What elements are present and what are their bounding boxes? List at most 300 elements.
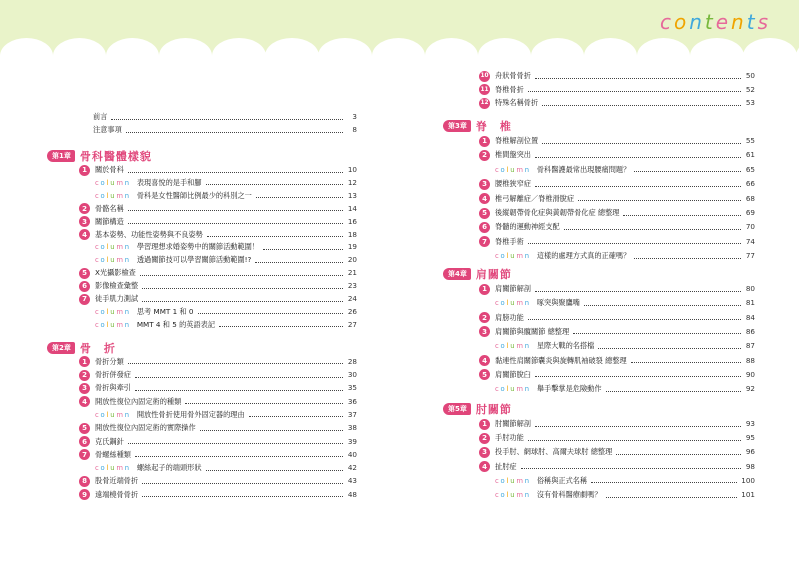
- column-label-letter: u: [510, 476, 517, 485]
- dot-leader: [591, 482, 737, 483]
- dot-leader: [542, 143, 741, 144]
- toc-entry[interactable]: [79, 229, 357, 241]
- dot-leader: [200, 430, 343, 431]
- toc-entry[interactable]: [79, 267, 357, 279]
- scallop-shape: [318, 38, 371, 74]
- page-number: 14: [347, 203, 357, 213]
- column-label-letter: n: [124, 464, 131, 473]
- dot-leader: [135, 390, 343, 391]
- entry-title: 脊椎解剖位置: [495, 136, 539, 145]
- chapter-heading[interactable]: [47, 148, 152, 164]
- column-label-letter: m: [116, 178, 125, 187]
- toc-entry[interactable]: [479, 446, 755, 458]
- page-number: 80: [745, 284, 755, 293]
- column-label-letter: m: [516, 252, 525, 261]
- entry-title: 啄突與聚鷹嘴: [536, 298, 580, 308]
- entry-title: 學習理想求婚姿勢中的關節活動範圍！: [136, 242, 260, 252]
- column-label-letter: u: [110, 464, 117, 473]
- column-label: [495, 164, 531, 176]
- toc-entry[interactable]: [95, 409, 357, 421]
- entry-title: 投手肘、網球肘、高爾夫球肘 總整理: [495, 447, 613, 457]
- entry-title: 手肘功能: [495, 433, 524, 443]
- column-label-letter: m: [116, 256, 125, 265]
- column-label-letter: c: [95, 320, 101, 329]
- column-label-letter: m: [516, 491, 525, 499]
- page-number: 27: [347, 319, 357, 329]
- scallop-shape: [212, 38, 265, 74]
- dot-leader: [128, 172, 343, 173]
- toc-entry[interactable]: [495, 164, 755, 176]
- column-label-letter: u: [110, 178, 117, 187]
- toc-entry[interactable]: [79, 164, 357, 176]
- toc-entry[interactable]: [479, 236, 755, 248]
- column-label: [95, 462, 131, 474]
- column-label-letter: c: [95, 307, 101, 316]
- entry-title: 脊椎手術: [495, 236, 524, 246]
- column-label-letter: l: [506, 165, 511, 174]
- column-label-letter: m: [516, 385, 525, 394]
- toc-entry[interactable]: [479, 135, 755, 147]
- entry-title: 思考 MMT 1 和 0: [136, 306, 194, 316]
- toc-entry[interactable]: [79, 422, 357, 434]
- chapter-heading[interactable]: [47, 340, 116, 356]
- column-label-letter: c: [495, 491, 501, 499]
- entry-number-badge: 1: [79, 356, 90, 367]
- column-label-letter: m: [116, 243, 125, 252]
- dot-leader: [135, 456, 343, 457]
- entry-number-badge: 9: [79, 489, 90, 500]
- entry-number-badge: 4: [79, 396, 90, 407]
- column-label-letter: n: [124, 243, 131, 252]
- column-label-letter: n: [124, 256, 131, 265]
- entry-title: 骨骼名稱: [95, 203, 124, 213]
- toc-entry[interactable]: [95, 462, 357, 474]
- toc-entry[interactable]: [479, 221, 755, 233]
- entry-number-badge: 6: [479, 222, 490, 233]
- column-label: [95, 177, 131, 189]
- entry-title: 遠端橈骨骨折: [95, 489, 139, 499]
- entry-title: 後縱韌帶骨化症與黃韌帶骨化症 總整理: [495, 208, 620, 217]
- column-label-letter: o: [100, 464, 107, 473]
- page-number: 8: [352, 125, 357, 134]
- entry-title: 舟狀骨骨折: [495, 71, 531, 80]
- toc-entry[interactable]: [79, 449, 357, 461]
- dot-leader: [564, 229, 741, 230]
- entry-title: 舉手擊掌是危險動作: [536, 384, 602, 394]
- column-label: [495, 383, 531, 395]
- column-label-letter: l: [506, 299, 511, 308]
- chapter-title: 骨科醫體樣貌: [79, 150, 152, 163]
- column-label-letter: u: [510, 491, 517, 499]
- dot-leader: [528, 243, 741, 244]
- toc-entry[interactable]: [479, 84, 755, 96]
- column-label-letter: o: [100, 243, 107, 252]
- column-label-letter: o: [500, 252, 507, 261]
- column-label-letter: c: [495, 299, 501, 308]
- dot-leader: [128, 223, 343, 224]
- page-number: 39: [347, 436, 357, 446]
- toc-entry[interactable]: [79, 203, 357, 215]
- column-label-letter: o: [500, 342, 507, 351]
- entry-title: 肩膀功能: [495, 312, 524, 322]
- column-label-letter: l: [106, 191, 111, 200]
- entry-number-badge: 3: [479, 447, 490, 458]
- dot-leader: [535, 186, 741, 187]
- toc-entry[interactable]: [79, 382, 357, 394]
- contents-title-letter: t: [704, 10, 716, 34]
- column-label-letter: n: [524, 165, 531, 174]
- page-number: 48: [347, 489, 357, 499]
- entry-number-badge: 3: [79, 216, 90, 227]
- chapter-heading[interactable]: [443, 118, 512, 134]
- entry-number-badge: 3: [479, 326, 490, 337]
- toc-entry[interactable]: [495, 297, 755, 309]
- dot-leader: [219, 326, 343, 327]
- toc-entry[interactable]: [479, 178, 755, 190]
- scallop-shape: [0, 38, 53, 74]
- entry-number-badge: 4: [479, 193, 490, 204]
- toc-entry[interactable]: [95, 254, 357, 266]
- page-number: 37: [347, 409, 357, 419]
- toc-entry[interactable]: [479, 149, 755, 161]
- toc-entry[interactable]: [479, 418, 755, 430]
- entry-title: 骨科是女性醫師比例最少的科別之一: [136, 190, 252, 200]
- entry-number-badge: 8: [79, 476, 90, 487]
- entry-title: 開放性復位內固定術的種類: [95, 396, 182, 406]
- dot-leader: [634, 258, 741, 259]
- entry-title: 骨折與牽引: [95, 383, 131, 393]
- page-number: 65: [745, 164, 755, 174]
- entry-title: 骨科醫護最常出現腰痛問題？: [536, 164, 631, 174]
- toc-entry[interactable]: [79, 293, 357, 305]
- scallop-shape: [106, 38, 159, 74]
- column-label-letter: c: [495, 165, 501, 174]
- page-number: 53: [745, 98, 755, 107]
- page-number: 98: [745, 461, 755, 471]
- page-number: 86: [745, 326, 755, 336]
- page-number: 50: [745, 71, 755, 80]
- page-number: 13: [347, 190, 357, 200]
- column-label-letter: n: [124, 320, 131, 329]
- toc-entry[interactable]: [79, 280, 357, 292]
- dot-leader: [584, 305, 741, 306]
- page-number: 42: [347, 463, 357, 473]
- toc-entry[interactable]: [479, 70, 755, 82]
- dot-leader: [598, 348, 741, 349]
- toc-entry[interactable]: [479, 207, 755, 219]
- page-number: 43: [347, 476, 357, 486]
- dot-leader: [111, 119, 343, 120]
- scalloped-border: [0, 38, 799, 74]
- entry-title: 肘關節解剖: [495, 419, 531, 428]
- page-number: 74: [745, 236, 755, 246]
- column-label-letter: m: [516, 299, 525, 308]
- page-number: 38: [347, 423, 357, 433]
- entry-title: 克氏鋼針: [95, 436, 124, 446]
- column-label-letter: u: [110, 256, 117, 265]
- toc-entry[interactable]: [95, 241, 357, 253]
- column-label: [495, 475, 531, 487]
- dot-leader: [198, 313, 344, 314]
- toc-entry[interactable]: [479, 312, 755, 324]
- page-number: 24: [347, 294, 357, 303]
- column-label-letter: c: [95, 256, 101, 265]
- entry-number-badge: 7: [79, 449, 90, 460]
- toc-entry[interactable]: [495, 250, 755, 262]
- entry-title: 螺絲起子的端頭形狀: [136, 463, 202, 473]
- entry-title: 開放性復位內固定術的實際操作: [95, 423, 196, 433]
- column-label-letter: u: [510, 299, 517, 308]
- column-label-letter: m: [116, 464, 125, 473]
- column-label-letter: n: [524, 342, 531, 351]
- entry-title: 這樣的處理方式真的正確嗎？: [536, 251, 631, 261]
- entry-title: 肩關節脫臼: [495, 369, 531, 379]
- dot-leader: [573, 333, 741, 334]
- column-label: [95, 254, 131, 266]
- entry-title: 俗稱與正式名稱: [536, 475, 588, 485]
- toc-entry[interactable]: [495, 383, 755, 395]
- column-label-letter: u: [510, 252, 517, 261]
- dot-leader: [142, 301, 343, 302]
- entry-title: 表現喜悅的是手和腳: [136, 177, 202, 187]
- page-number: 88: [745, 355, 755, 365]
- toc-entry[interactable]: [93, 111, 357, 123]
- page-number: 92: [745, 384, 755, 394]
- contents-title-letter: c: [659, 10, 674, 34]
- toc-entry[interactable]: [479, 355, 755, 367]
- page-number: 26: [347, 306, 357, 316]
- page-number: 40: [347, 449, 357, 459]
- column-label-letter: l: [106, 410, 111, 419]
- column-label-letter: c: [95, 464, 101, 473]
- dot-leader: [249, 416, 343, 417]
- column-label: [495, 250, 531, 262]
- scallop-shape: [478, 38, 531, 74]
- entry-number-badge: 7: [79, 294, 90, 305]
- toc-entry[interactable]: [495, 489, 755, 501]
- dot-leader: [128, 210, 343, 211]
- page-number: 55: [745, 136, 755, 145]
- scallop-shape: [265, 38, 318, 74]
- column-label-letter: l: [106, 307, 111, 316]
- column-label-letter: u: [110, 243, 117, 252]
- entry-number-badge: 3: [79, 383, 90, 394]
- entry-title: 黏連性肩關節囊炎與旋轉肌袖破裂 總整理: [495, 355, 627, 365]
- dot-leader: [535, 157, 741, 158]
- entry-title: 沒有骨科醫療劇嗎？: [536, 490, 602, 499]
- entry-number-badge: 10: [479, 71, 490, 82]
- column-label-letter: n: [124, 307, 131, 316]
- dot-leader: [128, 363, 343, 364]
- page-number: 21: [347, 268, 357, 278]
- column-label-letter: o: [500, 299, 507, 308]
- column-label-letter: o: [100, 191, 107, 200]
- dot-leader: [206, 184, 343, 185]
- column-label-letter: o: [500, 476, 507, 485]
- page-number: 70: [745, 222, 755, 232]
- column-label-letter: o: [100, 178, 107, 187]
- dot-leader: [606, 391, 741, 392]
- entry-number-badge: 2: [479, 312, 490, 323]
- toc-entry[interactable]: [95, 190, 357, 202]
- chapter-heading[interactable]: [443, 266, 512, 282]
- scallop-shape: [743, 38, 796, 74]
- column-label: [95, 241, 131, 253]
- page-number: 93: [745, 419, 755, 428]
- column-label-letter: o: [500, 385, 507, 394]
- chapter-title: 骨 折: [79, 341, 116, 355]
- column-label-letter: o: [500, 491, 507, 499]
- dot-leader: [535, 291, 741, 292]
- page-number: 23: [347, 281, 357, 291]
- entry-number-badge: 2: [479, 433, 490, 444]
- toc-entry[interactable]: [479, 97, 755, 109]
- dot-leader: [142, 483, 343, 484]
- page-number: 19: [347, 242, 357, 252]
- entry-title: 關於骨科: [95, 165, 124, 174]
- entry-number-badge: 1: [79, 165, 90, 176]
- chapter-title: 脊 椎: [475, 120, 512, 133]
- page-number: 66: [745, 179, 755, 189]
- dot-leader: [256, 197, 343, 198]
- toc-entry[interactable]: [495, 475, 755, 487]
- column-label: [495, 340, 531, 352]
- scallop-shape: [159, 38, 212, 74]
- entry-number-badge: 12: [479, 98, 490, 109]
- column-label-letter: c: [495, 342, 501, 351]
- chapter-heading[interactable]: [443, 401, 512, 417]
- entry-number-badge: 5: [79, 268, 90, 279]
- entry-title: 骨折分類: [95, 356, 124, 366]
- chapter-badge: 第5章: [443, 403, 471, 415]
- dot-leader: [528, 319, 741, 320]
- entry-number-badge: 2: [479, 150, 490, 161]
- column-label-letter: m: [116, 410, 125, 419]
- dot-leader: [542, 105, 741, 106]
- dot-leader: [207, 236, 343, 237]
- toc-entry[interactable]: [79, 396, 357, 408]
- entry-number-badge: 6: [79, 436, 90, 447]
- entry-title: 椎弓解離症／脊椎滑脫症: [495, 193, 575, 203]
- entry-number-badge: 1: [479, 419, 490, 430]
- page-number: 96: [745, 447, 755, 457]
- column-label-letter: l: [106, 256, 111, 265]
- toc-entry[interactable]: [479, 283, 755, 295]
- entry-title: 透過關節技可以學習關節活動範圍!?: [136, 255, 252, 265]
- entry-title: 骨折併發症: [95, 370, 131, 379]
- toc-entry[interactable]: [479, 193, 755, 205]
- page-number: 20: [347, 255, 357, 265]
- entry-title: 腰椎狹窄症: [495, 179, 531, 189]
- page-number: 69: [745, 208, 755, 217]
- column-label-letter: n: [524, 476, 531, 485]
- column-label-letter: n: [524, 252, 531, 261]
- column-label-letter: o: [100, 410, 107, 419]
- page-number: 81: [745, 298, 755, 308]
- toc-entry[interactable]: [479, 432, 755, 444]
- toc-entry[interactable]: [93, 124, 357, 136]
- scallop-shape: [584, 38, 637, 74]
- dot-leader: [206, 470, 343, 471]
- chapter-badge: 第1章: [47, 150, 75, 162]
- dot-leader: [616, 454, 741, 455]
- contents-title: [660, 10, 771, 34]
- entry-number-badge: 5: [479, 369, 490, 380]
- dot-leader: [255, 262, 343, 263]
- column-label-letter: l: [506, 252, 511, 261]
- page-number: 3: [352, 112, 357, 121]
- toc-entry[interactable]: [79, 369, 357, 381]
- column-label-letter: c: [95, 243, 101, 252]
- page-number: 84: [745, 312, 755, 322]
- column-label-letter: n: [524, 491, 531, 499]
- toc-entry[interactable]: [95, 177, 357, 189]
- column-label-letter: o: [100, 307, 107, 316]
- toc-entry[interactable]: [79, 475, 357, 487]
- column-label-letter: l: [506, 476, 511, 485]
- column-label-letter: c: [95, 191, 101, 200]
- page-number: 87: [745, 341, 755, 351]
- toc-entry[interactable]: [95, 306, 357, 318]
- contents-title-letter: o: [673, 10, 690, 34]
- toc-entry[interactable]: [479, 326, 755, 338]
- scallop-shape: [53, 38, 106, 74]
- entry-number-badge: 6: [79, 281, 90, 292]
- toc-entry[interactable]: [95, 319, 357, 331]
- toc-entry[interactable]: [79, 436, 357, 448]
- page-number: 100: [741, 475, 755, 485]
- column-label-letter: m: [516, 342, 525, 351]
- column-label: [95, 319, 131, 331]
- scallop-shape: [690, 38, 743, 74]
- toc-entry[interactable]: [79, 356, 357, 368]
- column-label-letter: l: [106, 243, 111, 252]
- column-label-letter: u: [110, 191, 117, 200]
- dot-leader: [535, 376, 741, 377]
- column-label: [495, 297, 531, 309]
- dot-leader: [631, 362, 741, 363]
- entry-number-badge: 2: [79, 370, 90, 381]
- column-label-letter: l: [106, 178, 111, 187]
- page-number: 28: [347, 356, 357, 366]
- toc-entry[interactable]: [495, 340, 755, 352]
- scallop-shape: [425, 38, 478, 74]
- column-label-letter: l: [506, 342, 511, 351]
- entry-number-badge: 4: [79, 229, 90, 240]
- page-number: 68: [745, 193, 755, 203]
- entry-number-badge: 1: [479, 284, 490, 295]
- page-number: 77: [745, 251, 755, 261]
- dot-leader: [606, 497, 738, 498]
- contents-title-letter: n: [689, 10, 705, 34]
- toc-entry[interactable]: [79, 216, 357, 228]
- page-number: 12: [347, 177, 357, 187]
- toc-entry[interactable]: [479, 369, 755, 381]
- dot-leader: [634, 171, 741, 172]
- toc-entry[interactable]: [79, 489, 357, 501]
- page-number: 61: [745, 150, 755, 160]
- page-number: 101: [741, 490, 755, 499]
- chapter-title: 肘關節: [475, 403, 512, 416]
- column-label-letter: m: [516, 476, 525, 485]
- dot-leader: [142, 288, 343, 289]
- dot-leader: [140, 275, 343, 276]
- dot-leader: [128, 443, 343, 444]
- column-label-letter: n: [124, 410, 131, 419]
- entry-title: 關節構造: [95, 216, 124, 226]
- toc-entry[interactable]: [479, 461, 755, 473]
- entry-number-badge: 5: [479, 208, 490, 219]
